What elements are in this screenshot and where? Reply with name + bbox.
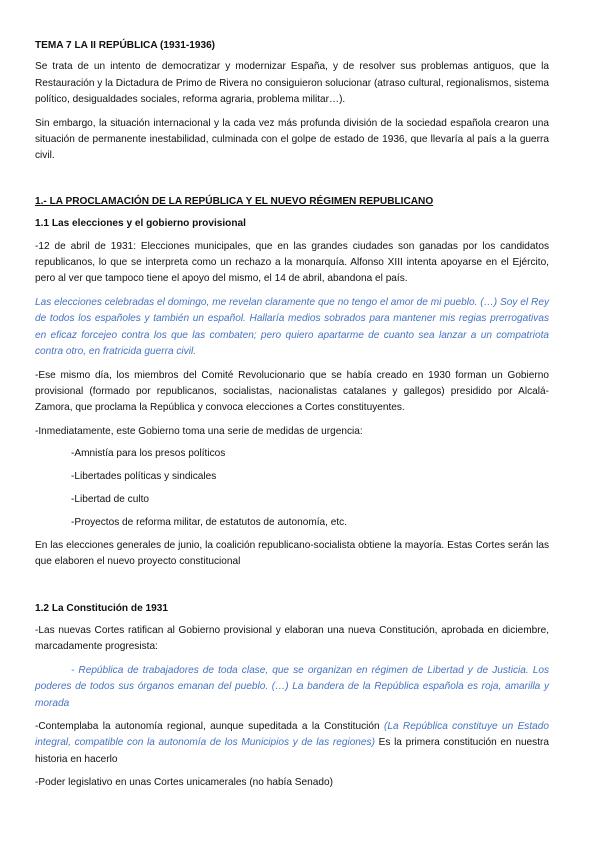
medidas-intro: -Inmediatamente, este Gobierno toma una serie de medidas de urgencia: <box>35 425 363 437</box>
june-elections-paragraph: En las elecciones generales de junio, la coalición republicano-socialista obtiene la mayoría. Estas Cortes serán las que elaboren el nuevo proyecto constitucional <box>35 539 549 568</box>
medida-item: -Libertades políticas y sindicales <box>71 471 217 483</box>
document-title: TEMA 7 LA II REPÚBLICA (1931-1936) <box>35 40 216 51</box>
autonomy-text-a: -Contemplaba la autonomía regional, aunque supeditada a la Constitución <box>35 721 384 732</box>
subsection-1-1-heading: 1.1 Las elecciones y el gobierno provisional <box>35 218 246 230</box>
elections-paragraph: -12 de abril de 1931: Elecciones municipales, que en las grandes ciudades son ganadas por los candidatos republicanos, lo que se interpreta como un rechazo a la monarquía. Alfonso XIII intenta apoyarse en el Ejército, pero al ver que tampoco tiene el apoyo del mismo, el 14 de abril, abandona el país. <box>35 240 549 285</box>
autonomy-paragraph <box>35 719 549 768</box>
section-1-heading: 1.- LA PROCLAMACIÓN DE LA REPÚBLICA Y EL NUEVO RÉGIMEN REPUBLICANO <box>35 195 434 207</box>
medida-item: -Libertad de culto <box>71 493 149 505</box>
constitution-quote-first-line: - República de trabajadores de toda clase, que se organizan en régimen de Libertad y de Justicia. <box>71 664 529 676</box>
constitution-quote-rest: Los poderes de todos sus órganos emanan del pueblo. (…) La bandera de la República española es roja, amarilla y morada <box>35 664 549 709</box>
document-page <box>35 38 549 792</box>
autonomy-text-b: Es la primera constitución en nuestra historia en hacerlo <box>35 737 549 765</box>
cortes-paragraph: -Las nuevas Cortes ratifican al Gobierno provisional y elaboran una nueva Constitución, aprobada en diciembre, marcadamente progresista: <box>35 624 549 653</box>
intro-paragraph-1: Se trata de un intento de democratizar y modernizar España, y de resolver sus problemas antiguos, que la Restauración y la Dictadura de Primo de Rivera no consiguieron solucionar (atraso cultural, regionalismos, sistema político, desigualdades sociales, reforma agraria, problema militar…). <box>35 61 549 106</box>
alfonso-quote: Las elecciones celebradas el domingo, me revelan claramente que no tengo el amor de mi pueblo. (…) Soy el Rey de todos los españoles y también un español. Hallaría medios sobrados para mantener mis regias prerrogativas en eficaz forcejeo contra los que las combaten; pero quiero apartarme de cuanto sea lanzar a un compatriota contra otro, en fratricida guerra civil. <box>35 296 549 358</box>
legislative-paragraph: -Poder legislativo en unas Cortes unicamerales (no había Senado) <box>35 777 333 789</box>
medida-item: -Amnistía para los presos políticos <box>71 448 226 460</box>
intro-paragraph-2: Sin embargo, la situación internacional y la cada vez más profunda división de la sociedad española crearon una situación de permanente inestabilidad, culminada con el golpe de estado de 1936, que llevaría al país a la guerra civil. <box>35 117 549 162</box>
constitution-quote <box>35 663 549 712</box>
subsection-1-2-heading: 1.2 La Constitución de 1931 <box>35 602 168 614</box>
autonomy-quote: (La República constituye un Estado integral, compatible con la autonomía de los Municipios y de las regiones) <box>35 721 549 749</box>
comite-paragraph: -Ese mismo día, los miembros del Comité Revolucionario que se había creado en 1930 forman un Gobierno provisional (formado por republicanos, socialistas, nacionalistas catalanes y gallegos) presidido por Alcalá-Zamora, que proclama la República y convoca elecciones a Cortes constituyentes. <box>35 369 549 414</box>
medida-item: -Proyectos de reforma militar, de estatutos de autonomía, etc. <box>71 516 348 528</box>
